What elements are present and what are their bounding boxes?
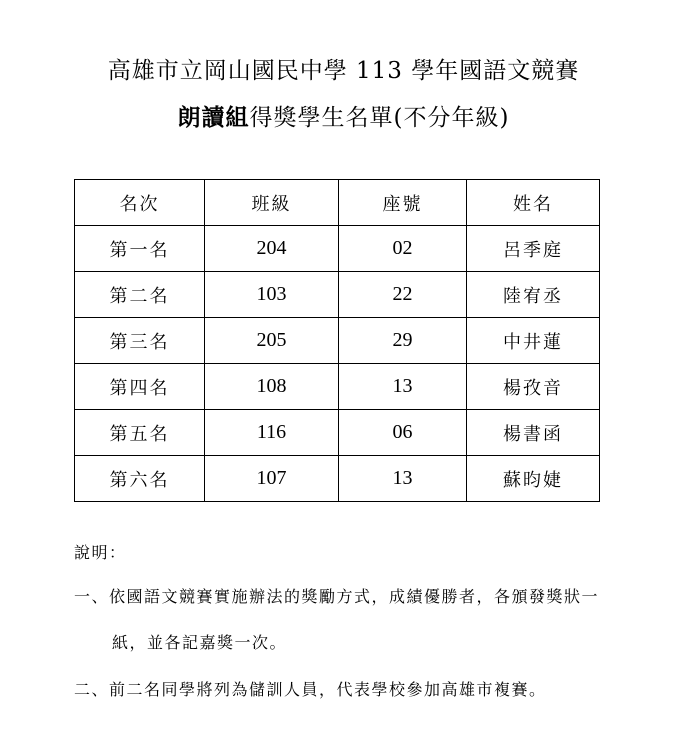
name-cell: 呂季庭	[467, 226, 600, 272]
table-row	[75, 456, 600, 502]
seat-cell: 13	[339, 364, 467, 410]
class-cell: 204	[205, 226, 339, 272]
seat-cell: 06	[339, 410, 467, 456]
class-cell: 107	[205, 456, 339, 502]
note-item-1: 一、依國語文競賽實施辦法的獎勵方式，成績優勝者，各頒發獎狀一	[74, 587, 600, 606]
rank-cell: 第四名	[75, 364, 205, 410]
name-cell: 蘇昀婕	[467, 456, 600, 502]
rank-cell: 第一名	[75, 226, 205, 272]
seat-cell: 22	[339, 272, 467, 318]
header-name: 姓名	[467, 180, 600, 226]
awards-table	[74, 179, 600, 502]
name-cell: 陸宥丞	[467, 272, 600, 318]
name-cell: 楊孜音	[467, 364, 600, 410]
header-rank: 名次	[75, 180, 205, 226]
rank-cell: 第三名	[75, 318, 205, 364]
header-seat-number: 座號	[339, 180, 467, 226]
rank-cell: 第五名	[75, 410, 205, 456]
table-header-row	[75, 180, 600, 226]
class-cell: 116	[205, 410, 339, 456]
subtitle-rest: 得獎學生名單(不分年級)	[249, 105, 510, 131]
header-class: 班級	[205, 180, 339, 226]
table-row	[75, 318, 600, 364]
rank-cell: 第二名	[75, 272, 205, 318]
seat-cell: 02	[339, 226, 467, 272]
note-item-2: 二、前二名同學將列為儲訓人員，代表學校參加高雄市複賽。	[74, 680, 547, 699]
note-item-1-continued: 紙，並各記嘉獎一次。	[112, 633, 288, 652]
seat-cell: 29	[339, 318, 467, 364]
table-row	[75, 410, 600, 456]
name-cell: 中井蓮	[467, 318, 600, 364]
name-cell: 楊書函	[467, 410, 600, 456]
notes-heading: 說明：	[74, 543, 127, 562]
table-row	[75, 226, 600, 272]
seat-cell: 13	[339, 456, 467, 502]
page-subtitle	[0, 99, 687, 132]
class-cell: 108	[205, 364, 339, 410]
subtitle-category: 朗讀組	[177, 104, 250, 131]
class-cell: 205	[205, 318, 339, 364]
rank-cell: 第六名	[75, 456, 205, 502]
class-cell: 103	[205, 272, 339, 318]
table-row	[75, 364, 600, 410]
page-title: 高雄市立岡山國民中學 113 學年國語文競賽	[107, 58, 580, 84]
table-row	[75, 272, 600, 318]
